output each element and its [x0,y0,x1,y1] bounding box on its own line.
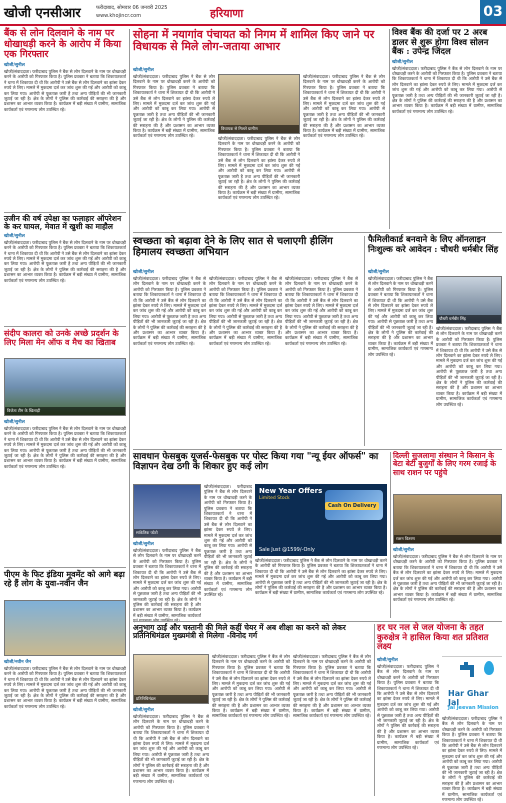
section-title: हरियाणा [210,7,244,20]
story-world-bank [392,29,502,229]
column-divider [374,624,375,796]
story-facebook-body [133,540,201,618]
logo-line-1: Har Ghar Jal [448,689,489,707]
story-delegation-body-3 [293,654,371,796]
logo-line-2: Jal Jeevan Mission [448,705,499,711]
photo-caption: विधायक से मिलते ग्रामीण [219,125,299,133]
column-divider [389,29,390,229]
lead-middle-col [218,74,300,230]
story-body: खोजी/संवाददाता। फरीदाबाद पुलिस ने बैंक से लोन दिलवाने के नाम पर धोखाधड़ी करने के आरोपी को गिरफ्तार किया है। पुलिस प्रवक्ता ने बताया कि शिकायतकर्ता ने थाना में शिकायत दी थी कि आरोपी ने उसे बैंक से लोन दिलवाने का झांसा देकर रुपये ले लिए। मामले में मुकदमा दर्ज कर जांच शुरू की गई और आरोपी को काबू कर लिया गया। आरोपी से पूछताछ जारी है तथा अन्य पीड़ितों की भी जानकारी जुटाई जा रही है। क्षेत्र के लोगों ने पुलिस की कार्रवाई की सराहना की है और प्रशासन का आभार व्यक्त किया है। कार्यक्रम में बड़ी संख्या में ग्रामीण, सामाजिक कार्यकर्ता एवं गणमान्य लोग उपस्थित रहे। [204,484,252,598]
story-facebook-alert [133,452,387,482]
story-body: खोजी/संवाददाता। फरीदाबाद पुलिस ने बैंक से लोन दिलवाने के नाम पर धोखाधड़ी करने के आरोपी को गिरफ्तार किया है। पुलिस प्रवक्ता ने बताया कि शिकायतकर्ता ने थाना में शिकायत दी थी कि आरोपी ने उसे बैंक से लोन दिलवाने का झांसा देकर रुपये ले लिए। मामले में मुकदमा दर्ज कर जांच शुरू की गई और आरोपी को काबू कर लिया गया। आरोपी से पूछताछ जारी है तथा अन्य पीड़ितों की भी जानकारी जुटाई जा रही है। क्षेत्र के लोगों ने पुलिस की कार्रवाई की सराहना की है और प्रशासन का आभार व्यक्त किया है। कार्यक्रम में बड़ी संख्या में ग्रामीण, सामाजिक कार्यकर्ता एवं गणमान्य लोग उपस्थित रहे। [392,65,502,114]
story-facebook-body-2 [204,484,252,618]
story-headline: फैमिलीकार्ड बनवाने के लिए ऑनलाइन निःशुल्क करे आवेदन : चौधरी धर्मबीर सिंह [368,235,499,255]
lead-photo [218,74,300,134]
delegation-photo [133,654,209,704]
fit-india-photo [4,600,126,656]
story-byline: खोजी/सुनील [133,68,154,73]
story-body: खोजी/संवाददाता। फरीदाबाद पुलिस ने बैंक से लोन दिलवाने के नाम पर धोखाधड़ी करने के आरोपी को गिरफ्तार किया है। पुलिस प्रवक्ता ने बताया कि शिकायतकर्ता ने थाना में शिकायत दी थी कि आरोपी ने उसे बैंक से लोन दिलवाने का झांसा देकर रुपये ले लिए। मामले में मुकदमा दर्ज कर जांच शुरू की गई और आरोपी को काबू कर लिया गया। आरोपी से पूछताछ जारी है तथा अन्य पीड़ितों की भी जानकारी जुटाई जा रही है। क्षेत्र के लोगों ने पुलिस की कार्रवाई की सराहना की है और प्रशासन का आभार व्यक्त किया है। कार्यक्रम में बड़ी संख्या में ग्रामीण, सामाजिक कार्यकर्ता एवं गणमान्य लोग उपस्थित रहे। [133,714,209,784]
story-body: खोजी/संवाददाता। फरीदाबाद पुलिस ने बैंक से लोन दिलवाने के नाम पर धोखाधड़ी करने के आरोपी को गिरफ्तार किया है। पुलिस प्रवक्ता ने बताया कि शिकायतकर्ता ने थाना में शिकायत दी थी कि आरोपी ने उसे बैंक से लोन दिलवाने का झांसा देकर रुपये ले लिए। मामले में मुकदमा दर्ज कर जांच शुरू की गई और आरोपी को काबू कर लिया गया। आरोपी से पूछताछ जारी है तथा अन्य पीड़ितों की भी जानकारी जुटाई जा रही है। क्षेत्र के लोगों ने पुलिस की कार्रवाई की सराहना की है और प्रशासन का आभार व्यक्त किया है। कार्यक्रम में बड़ी संख्या में ग्रामीण, सामाजिक कार्यकर्ता एवं गणमान्य लोग उपस्थित रहे। [393,554,502,603]
divider [4,567,126,568]
masthead: खोजी एनसीआर [4,6,81,21]
lead-story [133,29,387,65]
story-headline: उजीन की वर्ष उपेक्षा का फलाहार ऑपरेशन के कर घायल, मेवात में खुशी का माहौल [4,214,122,232]
story-headline: हर घर नल से जल योजना के तहत कुरुक्षेत्र ने हासिल किया शत प्रतिशत लक्ष्य [377,623,489,653]
divider [4,212,126,213]
photo-caption: सांकेतिक फोटो [134,529,200,537]
story-family-card-body [368,268,502,446]
story-body: खोजी/संवाददाता। फरीदाबाद पुलिस ने बैंक से लोन दिलवाने के नाम पर धोखाधड़ी करने के आरोपी को गिरफ्तार किया है। पुलिस प्रवक्ता ने बताया कि शिकायतकर्ता ने थाना में शिकायत दी थी कि आरोपी ने उसे बैंक से लोन दिलवाने का झांसा देकर रुपये ले लिए। मामले में मुकदमा दर्ज कर जांच शुरू की गई और आरोपी को काबू कर लिया गया। आरोपी से पूछताछ जारी है तथा अन्य पीड़ितों की भी जानकारी जुटाई जा रही है। क्षेत्र के लोगों ने पुलिस की कार्रवाई की सराहना की है और प्रशासन का आभार व्यक्त किया है। कार्यक्रम में बड़ी संख्या में ग्रामीण, सामाजिक कार्यकर्ता एवं गणमान्य लोग उपस्थित रहे। [218,136,300,201]
divider [133,449,502,450]
story-fit-india-body [4,658,126,796]
story-body: खोजी/संवाददाता। फरीदाबाद पुलिस ने बैंक से लोन दिलवाने के नाम पर धोखाधड़ी करने के आरोपी को गिरफ्तार किया है। पुलिस प्रवक्ता ने बताया कि शिकायतकर्ता ने थाना में शिकायत दी थी कि आरोपी ने उसे बैंक से लोन दिलवाने का झांसा देकर रुपये ले लिए। मामले में मुकदमा दर्ज कर जांच शुरू की गई और आरोपी को काबू कर लिया गया। आरोपी से पूछताछ जारी है तथा अन्य पीड़ितों की भी जानकारी जुटाई जा रही है। क्षेत्र के लोगों ने पुलिस की कार्रवाई की सराहना की है और प्रशासन का आभार व्यक्त किया है। कार्यक्रम में बड़ी संख्या में ग्रामीण, सामाजिक कार्यकर्ता [133,548,201,618]
story-byline: खोजी/सुनील [377,658,398,663]
story-body: खोजी/संवाददाता। फरीदाबाद पुलिस ने बैंक से लोन दिलवाने के नाम पर धोखाधड़ी करने के आरोपी को गिरफ्तार किया है। पुलिस प्रवक्ता ने बताया कि शिकायतकर्ता ने थाना में शिकायत दी थी कि आरोपी ने उसे बैंक से लोन दिलवाने का झांसा देकर रुपये ले लिए। मामले में मुकदमा दर्ज कर जांच शुरू की गई और आरोपी को काबू कर लिया गया। आरोपी से पूछताछ जारी है तथा अन्य पीड़ितों की भी जानकारी जुटाई जा रही है। क्षेत्र के लोगों ने पुलिस की कार्रवाई की सराहना की है और प्रशासन का आभार व्यक्त किया है। कार्यक्रम में बड़ी संख्या में ग्रामीण, सामाजिक कार्यकर्ता एवं गणमान्य लोग उपस्थित रहे। [368,276,433,357]
story-blanket-distribution [393,452,502,492]
lead-columns [133,74,387,230]
column-divider [390,452,391,618]
story-cleanliness-body [133,268,361,446]
page-header [0,0,506,26]
story-facebook-body-3 [255,558,387,618]
photo-caption: विजेता टीम के खिलाड़ी [5,407,125,415]
story-body: खोजी/संवाददाता। फरीदाबाद पुलिस ने बैंक से लोन दिलवाने के नाम पर धोखाधड़ी करने के आरोपी को गिरफ्तार किया है। पुलिस प्रवक्ता ने बताया कि शिकायतकर्ता ने थाना में शिकायत दी थी कि आरोपी ने उसे बैंक से लोन दिलवाने का झांसा देकर रुपये ले लिए। मामले में मुकदमा दर्ज कर जांच शुरू की गई और आरोपी को काबू कर लिया गया। आरोपी से पूछताछ जारी है तथा अन्य पीड़ितों की भी जानकारी जुटाई जा रही है। क्षेत्र के लोगों ने पुलिस की कार्रवाई की सराहना की है और प्रशासन का आभार व्यक्त किया है। कार्यक्रम में बड़ी संख्या में ग्रामीण, सामाजिक कार्यकर्ता एवं गणमान्य लोग उपस्थित रहे। [303,74,385,139]
story-body: खोजी/संवाददाता। फरीदाबाद पुलिस ने बैंक से लोन दिलवाने के नाम पर धोखाधड़ी करने के आरोपी को गिरफ्तार किया है। पुलिस प्रवक्ता ने बताया कि शिकायतकर्ता ने थाना में शिकायत दी थी कि आरोपी ने उसे बैंक से लोन दिलवाने का झांसा देकर रुपये ले लिए। मामले में मुकदमा दर्ज कर जांच शुरू की गई और आरोपी को काबू कर लिया गया। आरोपी से पूछताछ जारी है तथा अन्य पीड़ितों की भी जानकारी जुटाई जा रही है। क्षेत्र के लोगों ने पुलिस की कार्रवाई की सराहना की है और प्रशासन का आभार व्यक्त किया है। कार्यक्रम में बड़ी संख्या में ग्रामीण, सामाजिक कार्यकर्ता एवं गणमान्य लोग उपस्थित रहे। [255,558,387,596]
photo-caption: राशन वितरण [394,535,501,543]
story-headline: सावधान फेसबुक यूजर्स-फेसबुक पर पोस्ट किया गया "न्यू ईयर ऑफर्स" का विज्ञापन देख ठगी के शिकार हुए कई लोग [133,452,379,473]
water-tap-icon [458,661,480,681]
story-delegation [133,624,371,652]
story-byline: खोजी/सुनील [4,62,25,68]
story-delegation-body [133,706,209,796]
story-byline: खोजी/सुनील [4,420,25,425]
water-drop-icon [484,661,494,675]
distribution-photo [393,494,502,544]
facebook-photo [133,484,201,538]
story-delegation-body-2 [212,654,290,796]
story-byline: खोजी/सुनील [368,270,389,275]
story-har-ghar-jal-body [377,656,439,796]
team-photo [4,358,126,416]
story-byline: खोजी/सुनील [133,708,154,713]
story-body: खोजी/संवाददाता। फरीदाबाद पुलिस ने बैंक से लोन दिलवाने के नाम पर धोखाधड़ी करने के आरोपी को गिरफ्तार किया है। पुलिस प्रवक्ता ने बताया कि शिकायतकर्ता ने थाना में शिकायत दी थी कि आरोपी ने उसे बैंक से लोन दिलवाने का झांसा देकर रुपये ले लिए। मामले में मुकदमा दर्ज कर जांच शुरू की गई और आरोपी को काबू कर लिया गया। आरोपी से पूछताछ जारी है तथा अन्य पीड़ितों की भी जानकारी जुटाई जा रही है। क्षेत्र के लोगों ने पुलिस की कार्रवाई की सराहना की है और प्रशासन का आभार व्यक्त किया है। कार्यक्रम में बड़ी संख्या में ग्रामीण, सामाजिक कार्यकर्ता एवं गणमान्य लोग उपस्थित रहे। [4,239,126,283]
divider [133,232,502,233]
story-cricket [4,329,126,357]
cod-badge: Cash On Delivery [325,502,379,510]
story-columns [368,276,502,446]
story-byline: खोजी/सुनील [392,59,413,65]
story-mewat [4,215,126,325]
story-byline: खोजी/सुनील [4,233,25,239]
story-body: खोजी/संवाददाता। फरीदाबाद पुलिस ने बैंक से लोन दिलवाने के नाम पर धोखाधड़ी करने के आरोपी को गिरफ्तार किया है। पुलिस प्रवक्ता ने बताया कि शिकायतकर्ता ने थाना में शिकायत दी थी कि आरोपी ने उसे बैंक से लोन दिलवाने का झांसा देकर रुपये ले लिए। मामले में मुकदमा दर्ज कर जांच शुरू की गई और आरोपी को काबू कर लिया गया। आरोपी से पूछताछ जारी है तथा अन्य पीड़ितों की भी जानकारी जुटाई जा रही है। क्षेत्र के लोगों ने पुलिस की कार्रवाई की सराहना की है और प्रशासन का आभार व्यक्त किया है। कार्यक्रम में बड़ी संख्या में ग्रामीण, सामाजिक कार्यकर्ता एवं गणमान्य लोग उपस्थित रहे। [212,654,290,719]
story-body: खोजी/संवाददाता। फरीदाबाद पुलिस ने बैंक से लोन दिलवाने के नाम पर धोखाधड़ी करने के आरोपी को गिरफ्तार किया है। पुलिस प्रवक्ता ने बताया कि शिकायतकर्ता ने थाना में शिकायत दी थी कि आरोपी ने उसे बैंक से लोन दिलवाने का झांसा देकर रुपये ले लिए। मामले में मुकदमा दर्ज कर जांच शुरू की गई और आरोपी को काबू कर लिया गया। आरोपी से पूछताछ जारी है तथा अन्य पीड़ितों की भी जानकारी जुटाई जा रही है। क्षेत्र के लोगों ने पुलिस की कार्रवाई की सराहना की है और प्रशासन का आभार व्यक्त किया है। कार्यक्रम में बड़ी संख्या में ग्रामीण, सामाजिक कार्यकर्ता एवं गणमान्य लोग उपस्थित रहे। [4,68,126,112]
fake-offer-ad [255,484,387,556]
story-har-ghar-jal-body-2 [442,716,502,803]
divider [4,326,126,327]
lead-headline: सोहना में नयागांव पंचायत को निगम में शामिल किए जाने पर विधायक से मिले लोग-जताया आभार [133,28,375,54]
story-byline: खोजी/सुनील [133,270,154,275]
ad-subtitle: Limited Stock [259,496,290,501]
column-divider [129,29,130,796]
story-body: खोजी/संवाददाता। फरीदाबाद पुलिस ने बैंक से लोन दिलवाने के नाम पर धोखाधड़ी करने के आरोपी को गिरफ्तार किया है। पुलिस प्रवक्ता ने बताया कि शिकायतकर्ता ने थाना में शिकायत दी थी कि आरोपी ने उसे बैंक से लोन दिलवाने का झांसा देकर रुपये ले लिए। मामले में मुकदमा दर्ज कर जांच शुरू की गई और आरोपी को काबू कर लिया गया। आरोपी से पूछताछ जारी है तथा अन्य पीड़ितों की भी जानकारी जुटाई जा रही है। क्षेत्र के लोगों ने पुलिस की कार्रवाई की सराहना की है और प्रशासन का आभार व्यक्त किया है। कार्यक्रम में बड़ी संख्या में ग्रामीण, सामाजिक कार्यकर्ता एवं गणमान्य लोग उपस्थित रहे। [4,426,126,469]
family-card-right [436,276,502,446]
jal-jeevan-logo [442,656,502,714]
header-info: फरीदाबाद, सोमवार 06 जनवरी 2025 www.khojincr.com [96,5,168,19]
story-byline: खोजी/सुनील [133,542,154,547]
divider [133,621,502,622]
story-body: खोजी/संवाददाता। फरीदाबाद पुलिस ने बैंक से लोन दिलवाने के नाम पर धोखाधड़ी करने के आरोपी को गिरफ्तार किया है। पुलिस प्रवक्ता ने बताया कि शिकायतकर्ता ने थाना में शिकायत दी थी कि आरोपी ने उसे बैंक से लोन दिलवाने का झांसा देकर रुपये ले लिए। मामले में मुकदमा दर्ज कर जांच शुरू की गई और आरोपी को काबू कर लिया गया। आरोपी से पूछताछ जारी है तथा अन्य पीड़ितों की भी जानकारी जुटाई जा रही है। क्षेत्र के लोगों ने पुलिस की कार्रवाई की सराहना की है और प्रशासन का आभार व्यक्त किया है। कार्यक्रम में बड़ी संख्या में ग्रामीण, सामाजिक कार्यकर्ता एवं गणमान्य लोग उपस्थित रहे। [133,74,215,139]
story-headline: स्वच्छता को बढ़ावा देने के लिए सात से चलाएगी हीलिंग हिमालय स्वच्छता अभियान [133,236,333,259]
story-loan-fraud [4,29,126,211]
story-body: खोजी/संवाददाता। फरीदाबाद पुलिस ने बैंक से लोन दिलवाने के नाम पर धोखाधड़ी करने के आरोपी को गिरफ्तार किया है। पुलिस प्रवक्ता ने बताया कि शिकायतकर्ता ने थाना में शिकायत दी थी कि आरोपी ने उसे बैंक से लोन दिलवाने का झांसा देकर रुपये ले लिए। मामले में मुकदमा दर्ज कर जांच शुरू की गई और आरोपी को काबू कर लिया गया। आरोपी से पूछताछ जारी है तथा अन्य पीड़ितों की भी जानकारी जुटाई जा रही है। क्षेत्र के लोगों ने पुलिस की कार्रवाई की सराहना की है और प्रशासन का आभार व्यक्त किया है। कार्यक्रम में बड़ी संख्या में ग्रामीण, सामाजिक कार्यकर्ता एवं गणमान्य लोग उपस्थित रहे। [4,666,126,709]
story-headline: पीएम के फिट इंडिया मूवमेंट को आगे बढ़ा रहे हैं लोग के युवा-नवीन जैन [4,569,125,588]
politician-photo [436,276,502,324]
story-headline: बैंक से लोन दिलवाने के नाम पर धोखाधड़ी करने के आरोप में किया एक गिरफ्तार [4,28,122,61]
photo-caption: चौधरी धर्मबीर सिंह [437,315,501,323]
ad-title: New Year Offers [259,487,323,495]
ad-price: Sale Just @1599/-Only [259,547,315,553]
story-body: खोजी/संवाददाता। फरीदाबाद पुलिस ने बैंक से लोन दिलवाने के नाम पर धोखाधड़ी करने के आरोपी को गिरफ्तार किया है। पुलिस प्रवक्ता ने बताया कि शिकायतकर्ता ने थाना में शिकायत दी थी कि आरोपी ने उसे बैंक से लोन दिलवाने का झांसा देकर रुपये ले लिए। मामले में मुकदमा दर्ज कर जांच शुरू की गई और आरोपी को काबू कर लिया गया। आरोपी से पूछताछ जारी है तथा अन्य पीड़ितों की भी जानकारी जुटाई जा रही है। क्षेत्र के लोगों ने पुलिस की कार्रवाई की सराहना की है और प्रशासन का आभार व्यक्त किया है। कार्यक्रम में बड़ी संख्या में ग्रामीण, सामाजिक कार्यकर्ता एवं गणमान्य लोग उपस्थित रहे। [293,654,371,719]
story-headline: संदीप कालरा को उनके अच्छे प्रदर्शन के लिए मिला मेन ऑफ व मैच का खिताब [4,328,119,347]
lead-story-body [133,66,387,230]
story-byline: खोजी/नवीन जैन [4,660,32,665]
story-fit-india [4,570,126,598]
story-body: खोजी/संवाददाता। फरीदाबाद पुलिस ने बैंक से लोन दिलवाने के नाम पर धोखाधड़ी करने के आरोपी को गिरफ्तार किया है। पुलिस प्रवक्ता ने बताया कि शिकायतकर्ता ने थाना में शिकायत दी थी कि आरोपी ने उसे बैंक से लोन दिलवाने का झांसा देकर रुपये ले लिए। मामले में मुकदमा दर्ज कर जांच शुरू की गई और आरोपी को काबू कर लिया गया। आरोपी से पूछताछ जारी है तथा अन्य पीड़ितों की भी जानकारी जुटाई जा रही है। क्षेत्र के लोगों ने पुलिस की कार्रवाई की सराहना की है और प्रशासन का आभार व्यक्त किया है। कार्यक्रम में बड़ी संख्या में ग्रामीण, सामाजिक कार्यकर्ता एवं गणमान्य लोग उपस्थित रहे। [209,276,282,346]
story-columns [133,276,361,446]
photo-caption: प्रतिनिधिमंडल [134,695,208,703]
story-body: खोजी/संवाददाता। फरीदाबाद पुलिस ने बैंक से लोन दिलवाने के नाम पर धोखाधड़ी करने के आरोपी को गिरफ्तार किया है। पुलिस प्रवक्ता ने बताया कि शिकायतकर्ता ने थाना में शिकायत दी थी कि आरोपी ने उसे बैंक से लोन दिलवाने का झांसा देकर रुपये ले लिए। मामले में मुकदमा दर्ज कर जांच शुरू की गई और आरोपी को काबू कर लिया गया। आरोपी से पूछताछ जारी है तथा अन्य पीड़ितों की भी जानकारी जुटाई जा रही है। क्षेत्र के लोगों ने पुलिस की कार्रवाई की सराहना की है और प्रशासन का आभार व्यक्त किया है। कार्यक्रम में बड़ी संख्या में ग्रामीण, सामाजिक कार्यकर्ता एवं गणमान्य लोग उपस्थित रहे। [133,276,206,346]
story-body: खोजी/संवाददाता। फरीदाबाद पुलिस ने बैंक से लोन दिलवाने के नाम पर धोखाधड़ी करने के आरोपी को गिरफ्तार किया है। पुलिस प्रवक्ता ने बताया कि शिकायतकर्ता ने थाना में शिकायत दी थी कि आरोपी ने उसे बैंक से लोन दिलवाने का झांसा देकर रुपये ले लिए। मामले में मुकदमा दर्ज कर जांच शुरू की गई और आरोपी को काबू कर लिया गया। आरोपी से पूछताछ जारी है तथा अन्य पीड़ितों की भी जानकारी जुटाई जा रही है। क्षेत्र के लोगों ने पुलिस की कार्रवाई की सराहना की है और प्रशासन का आभार व्यक्त किया है। कार्यक्रम में बड़ी संख्या में ग्रामीण, सामाजिक कार्यकर्ता एवं गणमान्य लोग उपस्थित रहे। [436,326,502,407]
story-blanket-body [393,546,502,618]
story-cricket-body [4,418,126,566]
story-headline: दिल्ली सुजलामा संस्थान ने किसान के बेटा बेटी बुजुर्गों के लिए गरम रजाई के साथ राशन पर पहुंचे [393,451,497,477]
story-body: खोजी/संवाददाता। फरीदाबाद पुलिस ने बैंक से लोन दिलवाने के नाम पर धोखाधड़ी करने के आरोपी को गिरफ्तार किया है। पुलिस प्रवक्ता ने बताया कि शिकायतकर्ता ने थाना में शिकायत दी थी कि आरोपी ने उसे बैंक से लोन दिलवाने का झांसा देकर रुपये ले लिए। मामले में मुकदमा दर्ज कर जांच शुरू की गई और आरोपी को काबू कर लिया गया। आरोपी से पूछताछ जारी है तथा अन्य पीड़ितों की भी जानकारी जुटाई जा रही है। क्षेत्र के लोगों ने पुलिस की कार्रवाई की सराहना की है और प्रशासन का आभार व्यक्त किया है। कार्यक्रम में बड़ी संख्या में ग्रामीण, सामाजिक कार्यकर्ता एवं गणमान्य लोग उपस्थित रहे। [285,276,358,346]
story-body: खोजी/संवाददाता। फरीदाबाद पुलिस ने बैंक से लोन दिलवाने के नाम पर धोखाधड़ी करने के आरोपी को गिरफ्तार किया है। पुलिस प्रवक्ता ने बताया कि शिकायतकर्ता ने थाना में शिकायत दी थी कि आरोपी ने उसे बैंक से लोन दिलवाने का झांसा देकर रुपये ले लिए। मामले में मुकदमा दर्ज कर जांच शुरू की गई और आरोपी को काबू कर लिया गया। आरोपी से पूछताछ जारी है तथा अन्य पीड़ितों की भी जानकारी जुटाई जा रही है। क्षेत्र के लोगों ने पुलिस की कार्रवाई की सराहना की है और प्रशासन का आभार व्यक्त किया है। कार्यक्रम में बड़ी संख्या में ग्रामीण, सामाजिक कार्यकर्ता एवं गणमान्य लोग उपस्थित रहे। [442,716,502,803]
story-headline: विश्व बैंक की दर्जा पर 2 अरब डालर से शुरू होगा विश्व सोलन बैंक : उपेन्द्र जिंदल [392,28,489,58]
story-family-card [368,236,502,266]
page-number: 03 [480,0,506,24]
story-headline: अनुभाग ठाईं और चस्तानी की मिले कहीं चेयर में अब शीक्षा का करने को लेकर प्रतिनिधिमंडल मुख्यमंत्री से मिलेगा -विनोद गर्ग [133,623,346,641]
column-divider [364,236,365,446]
story-body: खोजी/संवाददाता। फरीदाबाद पुलिस ने बैंक से लोन दिलवाने के नाम पर धोखाधड़ी करने के आरोपी को गिरफ्तार किया है। पुलिस प्रवक्ता ने बताया कि शिकायतकर्ता ने थाना में शिकायत दी थी कि आरोपी ने उसे बैंक से लोन दिलवाने का झांसा देकर रुपये ले लिए। मामले में मुकदमा दर्ज कर जांच शुरू की गई और आरोपी को काबू कर लिया गया। आरोपी से पूछताछ जारी है तथा अन्य पीड़ितों की भी जानकारी जुटाई जा रही है। क्षेत्र के लोगों ने पुलिस की कार्रवाई की सराहना की है और प्रशासन का आभार व्यक्त किया है। कार्यक्रम में बड़ी संख्या में ग्रामीण, सामाजिक कार्यकर्ता एवं गणमान्य लोग उपस्थित रहे। [377,664,439,751]
story-byline: खोजी/सुनील [393,548,414,553]
story-cleanliness [133,236,361,266]
story-har-ghar-jal [377,624,502,654]
